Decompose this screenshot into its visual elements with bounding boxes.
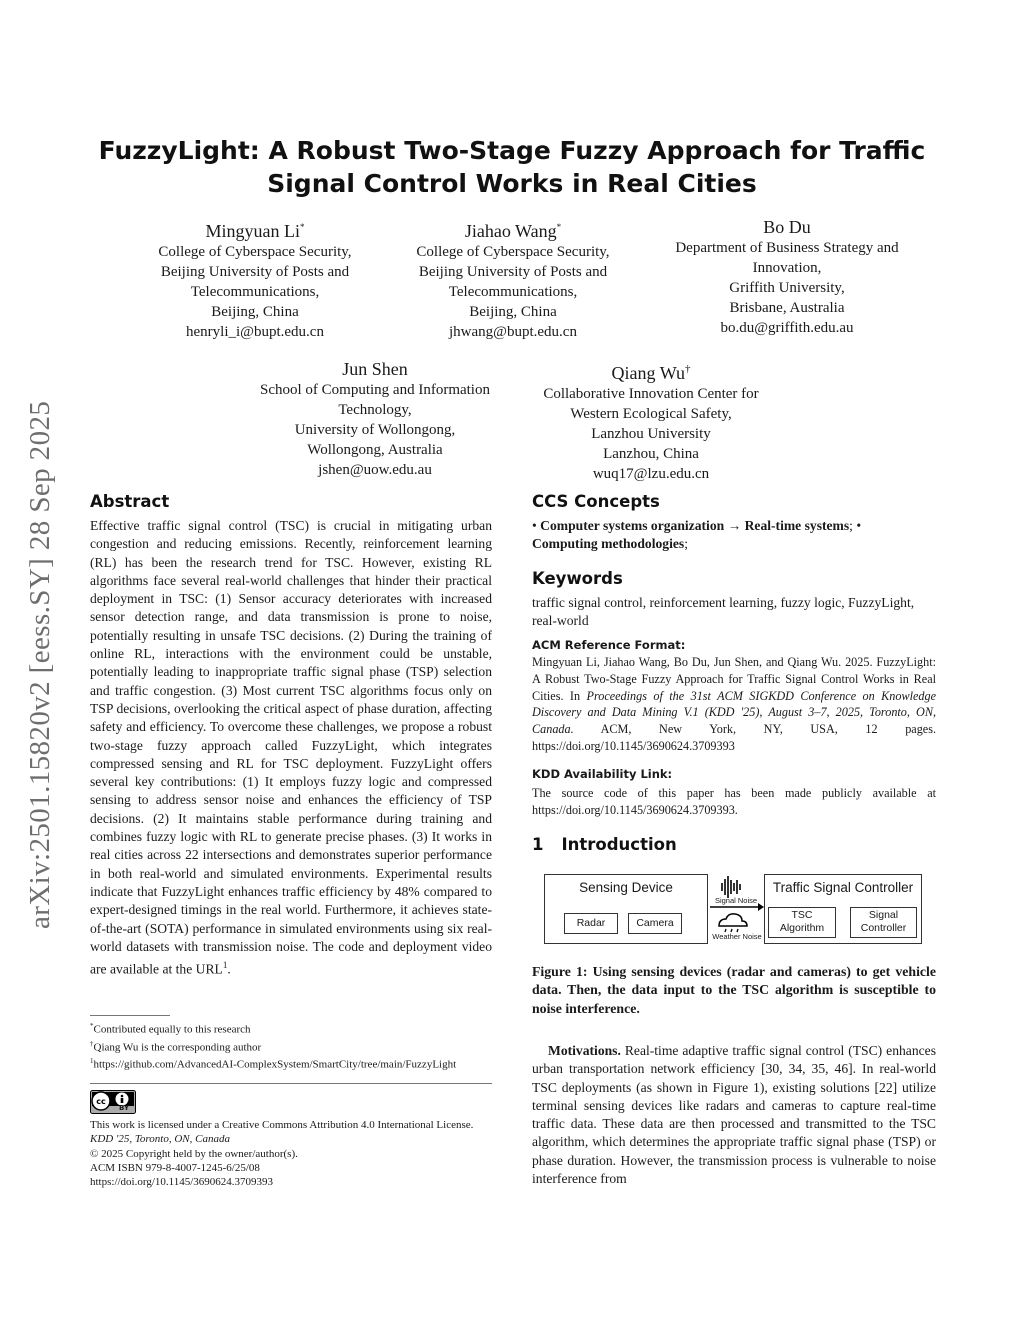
intro-heading — [532, 835, 677, 854]
affiliation-line: Lanzhou, China — [603, 446, 699, 462]
affiliation-line: Innovation, — [752, 260, 822, 276]
footnote-mark: * — [90, 1022, 94, 1030]
affiliation-line: University of Wollongong, — [294, 422, 456, 438]
author-block-4 — [228, 358, 522, 480]
isbn-line: ACM ISBN 979-8-4007-1245-6/25/08 — [90, 1161, 260, 1174]
radar-label: Radar — [576, 917, 606, 929]
figure-1 — [544, 874, 922, 944]
affiliation-line: Western Ecological Safety, — [570, 406, 732, 422]
author-name: Qiang Wu — [611, 363, 685, 383]
tsc-line: Algorithm — [779, 922, 825, 934]
signal-controller-label — [850, 909, 917, 935]
affiliation-line: Beijing, China — [469, 304, 557, 320]
author-block-3 — [640, 216, 934, 338]
acm-ref-body — [532, 654, 936, 755]
footnote-ref: 1 — [222, 960, 228, 971]
doi-link[interactable]: https://doi.org/10.1145/3690624.3709393 — [90, 1176, 274, 1189]
abstract-text: Effective traffic signal control (TSC) is crucial in mitigating urban congestion and reducing emissions. Recently, reinforcement learning (RL) has been the research trend for TSC. However, existing RL algorithms face several real-world challenges that hinder their practical deployment in TSC: (1) Sensor accuracy deteriorates with increased sensor detection range, and data transmission is prone to noise, potentially resulting in unsafe TSC decisions. (2) During the training of online RL, interactions with the environment could be unstable, potentially leading to inappropriate traffic signal phase (TSP) selection and traffic congestion. (3) Most current TSC algorithms focus only on TSP decisions, overlooking the critical aspect of phase duration, affecting safety and efficiency. To overcome these challenges, we propose a robust two-stage fuzzy approach called FuzzyLight, which integrates compressed sensing and RL for TSC deployment. FuzzyLight offers several key contributions: (1) It employs fuzzy logic and compressed sensing to address sensor noise and enhances the efficiency of TSP decisions. (2) It maintains stable performance during training and combines fuzzy logic with RL to generate precise phases. (3) It works in real cities across 22 intersections and demonstrates superior performance in both real-world and simulated environments. Experimental results indicate that FuzzyLight enhances traffic efficiency by 48% compared to expert-designed timings in the real world. Furthermore, it achieves state-of-the-art (SOTA) performance in simulated environments using six real-world datasets with transmission noise. The code and deployment video are available at the URL — [90, 518, 492, 977]
acm-ref-doi[interactable]: ACM, New York, NY, USA, 12 pages. https://doi.org/10.1145/3690624.3709393 — [532, 722, 936, 753]
affiliation-line: Technology, — [338, 402, 412, 418]
ccs-heading: CCS Concepts — [532, 492, 660, 511]
cc-by-icon — [90, 1090, 136, 1114]
affiliation-line: Telecommunications, — [190, 284, 320, 300]
section-number: 1 — [532, 835, 544, 854]
footnote-mark: 1 — [90, 1057, 94, 1066]
keywords-heading: Keywords — [532, 569, 623, 588]
footnote-1 — [90, 1019, 510, 1037]
footnote-text: Qiang Wu is the corresponding author — [93, 1041, 262, 1054]
weather-noise-label: Weather Noise — [712, 932, 762, 941]
author-name: Bo Du — [763, 217, 811, 237]
signal-line: Controller — [860, 922, 907, 934]
footnote-2 — [90, 1037, 510, 1055]
kdd-link-heading: KDD Availability Link: — [532, 767, 673, 781]
ccs-body: • Computer systems organization → Real-time systems; • Computing methodologies; — [532, 518, 862, 552]
ccs-item: Real-time systems — [744, 518, 850, 533]
sound-wave-icon — [722, 876, 740, 898]
paragraph-text: Real-time adaptive traffic signal control (TSC) enhances urban transportation network efficiency [30, 34, 35, 46]. In real-world TSC deployments (as shown in Figure 1), existing solutions [22] utilize terminal sensing devices like radars and cameras to capture real-time traffic data. These data are then processed and transmitted to the TSC algorithm, which determines the appropriate traffic signal phase (TSP) or phase duration. However, the transmission process is vulnerable to noise interference from — [532, 1043, 936, 1187]
license-divider — [90, 1083, 492, 1084]
acm-ref-venue: Proceedings of the 31st ACM SIGKDD Conference on Knowledge Discovery and Data Mining V.1 (KDD '25), August 3–7, 2025, Toronto, ON, Canada. — [532, 688, 937, 737]
affiliation-line: Griffith University, — [729, 280, 845, 296]
ccs-item: Computer systems organization — [540, 518, 725, 533]
abstract-heading: Abstract — [90, 492, 170, 511]
footnote-3 — [90, 1054, 510, 1072]
footnote-divider — [90, 1015, 170, 1016]
affiliation-line: College of Cyberspace Security, — [158, 244, 352, 260]
venue-line: KDD '25, Toronto, ON, Canada — [90, 1133, 230, 1146]
author-mark: * — [300, 222, 305, 232]
affiliation-line: Collaborative Innovation Center for — [543, 386, 759, 402]
author-email[interactable]: henryli_i@bupt.edu.cn — [186, 324, 324, 340]
acm-ref-text: Mingyuan Li, Jiahao Wang, Bo Du, Jun Shen, and Qiang Wu. 2025. FuzzyLight: A Robust Two-Stage Fuzzy Approach for Traffic Signal Control Works in Real Cities. In — [532, 655, 936, 703]
footnote-mark: † — [90, 1039, 94, 1048]
footnotes — [90, 1019, 510, 1072]
author-block-1 — [110, 216, 400, 342]
controller-label: Traffic Signal Controller — [772, 880, 914, 895]
author-mark: † — [684, 363, 691, 375]
abstract-end: . — [227, 961, 231, 977]
cloud-rain-icon — [719, 914, 747, 932]
author-email[interactable]: jhwang@bupt.edu.cn — [449, 324, 577, 340]
abstract-body — [90, 517, 492, 979]
sensing-device-label: Sensing Device — [579, 880, 673, 895]
footnote-link[interactable]: https://github.com/AdvancedAI-ComplexSystem/SmartCity/tree/main/FuzzyLight — [93, 1058, 457, 1071]
camera-label: Camera — [636, 917, 674, 929]
license-text: This work is licensed under a Creative Commons Attribution 4.0 International License. — [90, 1119, 474, 1131]
affiliation-line: Beijing, China — [211, 304, 299, 320]
author-block-5 — [504, 358, 798, 484]
kdd-link-text[interactable]: The source code of this paper has been made publicly available at https://doi.org/10.1145/3690624.3709393. — [532, 786, 936, 817]
paper-title — [90, 134, 934, 200]
affiliation-line: Lanzhou University — [591, 426, 711, 442]
author-name: Jun Shen — [342, 359, 408, 379]
title-line-1: FuzzyLight: A Robust Two-Stage Fuzzy Approach for Traffic — [98, 136, 926, 165]
author-name: Mingyuan Li — [205, 221, 300, 241]
signal-noise-label: Signal Noise — [714, 896, 758, 905]
title-line-2: Signal Control Works in Real Cities — [267, 169, 757, 198]
footnote-text: Contributed equally to this research — [93, 1023, 251, 1036]
figure-1-caption: Figure 1: Using sensing devices (radar and cameras) to get vehicle data. Then, the data input to the TSC algorithm is susceptible to noise interference. — [532, 964, 936, 1016]
author-email[interactable]: bo.du@griffith.edu.au — [720, 320, 854, 336]
affiliation-line: Brisbane, Australia — [729, 300, 845, 316]
copyright-line: © 2025 Copyright held by the owner/author(s). — [90, 1147, 298, 1160]
cc-by-label: BY — [119, 1104, 130, 1112]
affiliation-line: Beijing University of Posts and — [160, 264, 350, 280]
intro-paragraph — [532, 1042, 936, 1188]
arxiv-identifier: arXiv:2501.15820v2 [eess.SY] 28 Sep 2025 — [24, 400, 56, 930]
author-email[interactable]: jshen@uow.edu.au — [318, 462, 432, 478]
affiliation-line: Telecommunications, — [448, 284, 578, 300]
affiliation-line: Wollongong, Australia — [307, 442, 443, 458]
svg-text:cc: cc — [96, 1097, 106, 1106]
paragraph-lead: Motivations. — [548, 1043, 621, 1058]
author-mark: * — [556, 222, 562, 232]
affiliation-line: School of Computing and Information — [260, 382, 490, 398]
section-title: Introduction — [561, 835, 677, 854]
keywords-text: traffic signal control, reinforcement learning, fuzzy logic, FuzzyLight, real-world — [532, 595, 915, 629]
tsc-line: TSC — [791, 909, 813, 921]
signal-line: Signal — [868, 909, 899, 921]
tsc-algorithm-label — [768, 909, 836, 935]
ccs-item: Computing methodologies — [532, 536, 685, 552]
author-email[interactable]: wuq17@lzu.edu.cn — [592, 466, 710, 482]
affiliation-line: Department of Business Strategy and — [675, 240, 899, 256]
cc-by-badge — [90, 1090, 136, 1119]
author-block-2 — [368, 216, 658, 342]
ccs-arrow: → — [727, 518, 742, 533]
acm-ref-heading: ACM Reference Format: — [532, 638, 686, 652]
affiliation-line: Beijing University of Posts and — [418, 264, 608, 280]
author-name: Jiahao Wang — [464, 221, 557, 241]
license-block — [90, 1118, 510, 1189]
affiliation-line: College of Cyberspace Security, — [416, 244, 610, 260]
